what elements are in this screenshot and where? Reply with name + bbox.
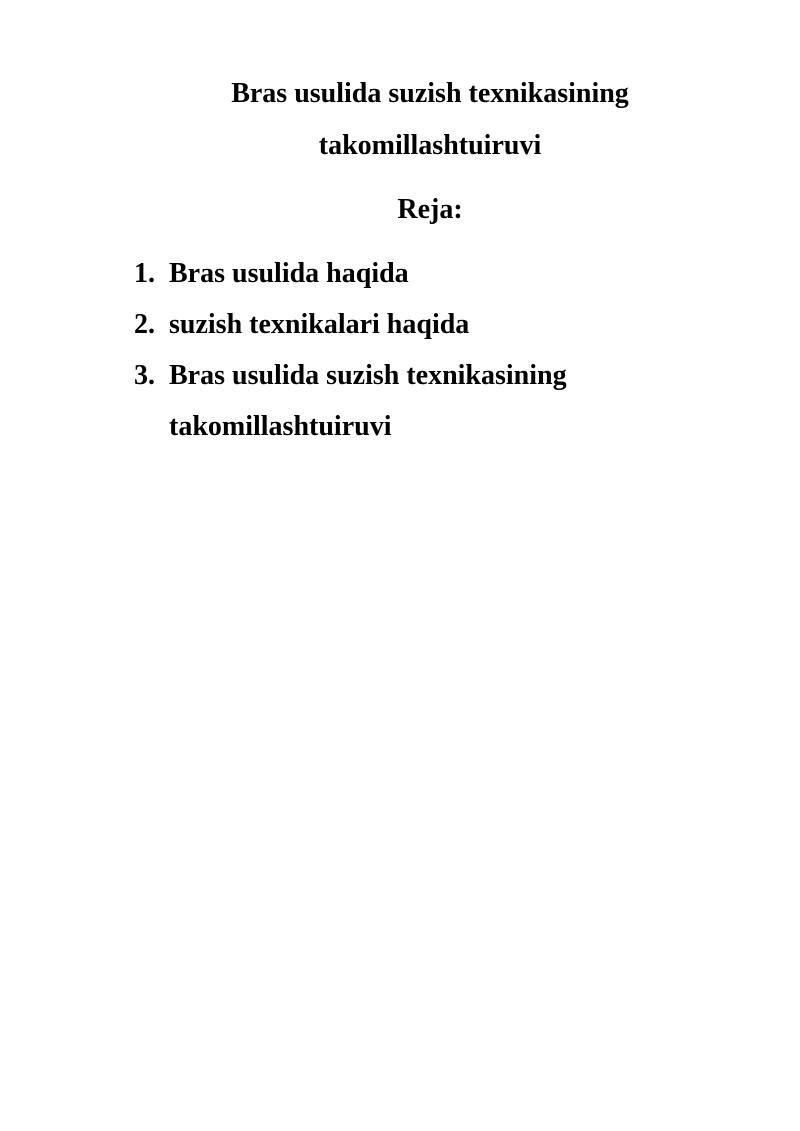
title-line-2: takomillashtuiruvi bbox=[318, 130, 542, 161]
plan-item-number: 1. bbox=[134, 258, 155, 289]
plan-item-number: 3. bbox=[134, 360, 155, 391]
plan-item-text: suzish texnikalari haqida bbox=[169, 309, 470, 340]
plan-item-number: 2. bbox=[134, 309, 155, 340]
document-title bbox=[200, 68, 660, 172]
plan-item-text: Bras usulida haqida bbox=[169, 258, 409, 289]
plan-heading: Reja: bbox=[397, 194, 463, 225]
title-line-1: Bras usulida suzish texnikasining bbox=[231, 78, 629, 109]
plan-list bbox=[134, 248, 694, 452]
plan-item bbox=[134, 248, 694, 299]
plan-item bbox=[134, 299, 694, 350]
plan-item bbox=[134, 350, 694, 452]
plan-item-text: Bras usulida suzish texnikasining takomillashtuiruvi bbox=[169, 360, 567, 442]
